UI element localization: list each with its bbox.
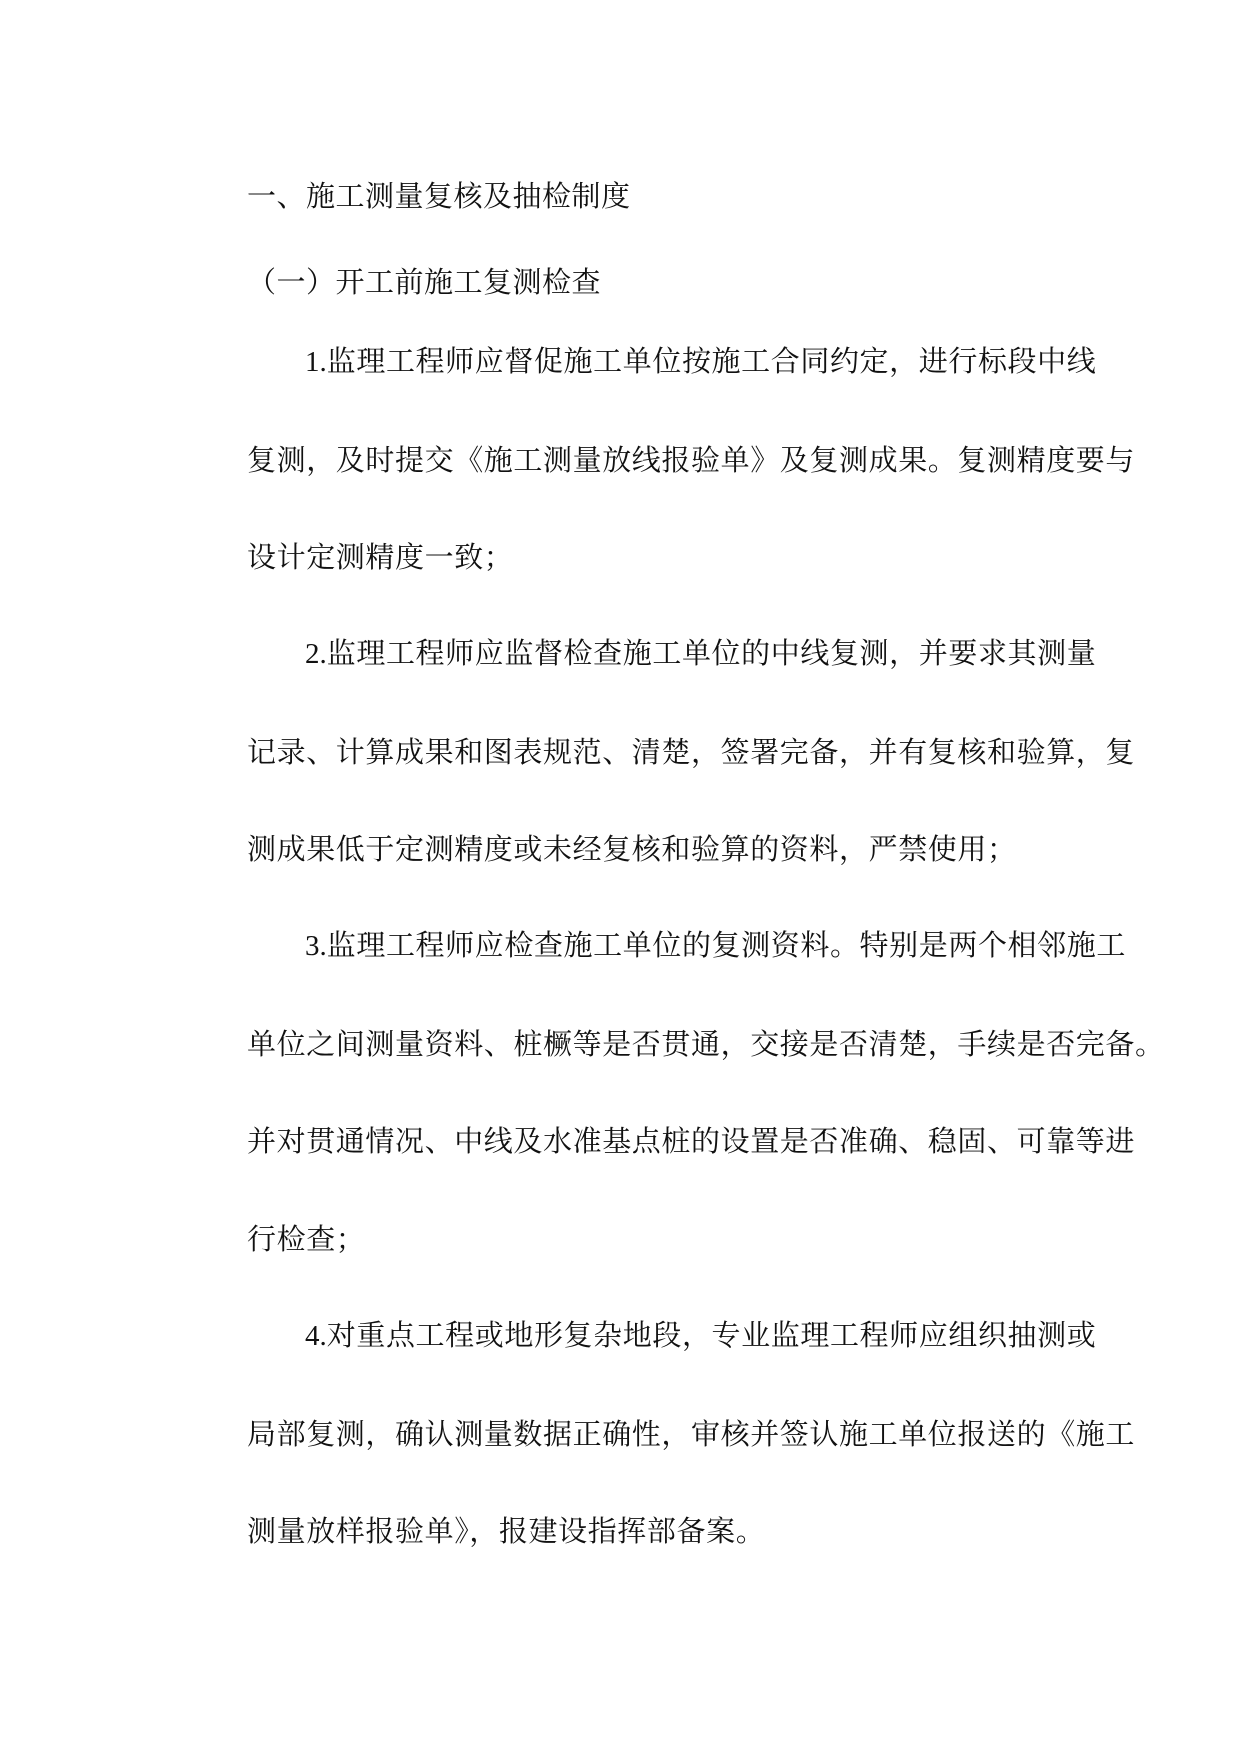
paragraph-1	[189, 313, 1136, 607]
paragraph-line: 1.监理工程师应督促施工单位按施工合同约定，进行标段中线	[305, 344, 1097, 378]
item-number: 1.	[305, 346, 327, 378]
paragraph-line: 并对贯通情况、中线及水准基点桩的设置是否准确、稳固、可靠等进	[247, 1124, 1136, 1158]
subsection-heading: （一）开工前施工复测检查	[247, 265, 602, 299]
paragraph-line: 单位之间测量资料、桩橛等是否贯通，交接是否清楚，手续是否完备。	[247, 1026, 1165, 1061]
paragraph-line: 局部复测，确认测量数据正确性，审核并签认施工单位报送的《施工	[247, 1416, 1136, 1451]
paragraph-line: 记录、计算成果和图表规范、清楚，签署完备，并有复核和验算，复	[247, 734, 1136, 769]
paragraph-line: 测量放样报验单》，报建设指挥部备案。	[247, 1514, 766, 1548]
paragraph-line: 测成果低于定测精度或未经复核和验算的资料，严禁使用；	[247, 832, 1017, 866]
item-number: 4.	[305, 1320, 327, 1352]
paragraph-line: 行检查；	[247, 1221, 366, 1256]
paragraph-line: 设计定测精度一致；	[247, 540, 514, 574]
item-number: 2.	[305, 638, 327, 670]
paragraph-2	[189, 605, 1136, 899]
paragraph-4	[189, 1287, 1136, 1581]
paragraph-line: 复测，及时提交《施工测量放线报验单》及复测成果。复测精度要与	[247, 442, 1136, 477]
paragraph-line: 3.监理工程师应检查施工单位的复测资料。特别是两个相邻施工	[305, 928, 1126, 962]
item-number: 3.	[305, 930, 327, 962]
paragraph-3	[189, 897, 1165, 1288]
section-heading: 一、施工测量复核及抽检制度	[247, 179, 631, 213]
paragraph-line: 2.监理工程师应监督检查施工单位的中线复测，并要求其测量	[305, 636, 1097, 670]
paragraph-line: 4.对重点工程或地形复杂地段，专业监理工程师应组织抽测或	[305, 1318, 1097, 1352]
